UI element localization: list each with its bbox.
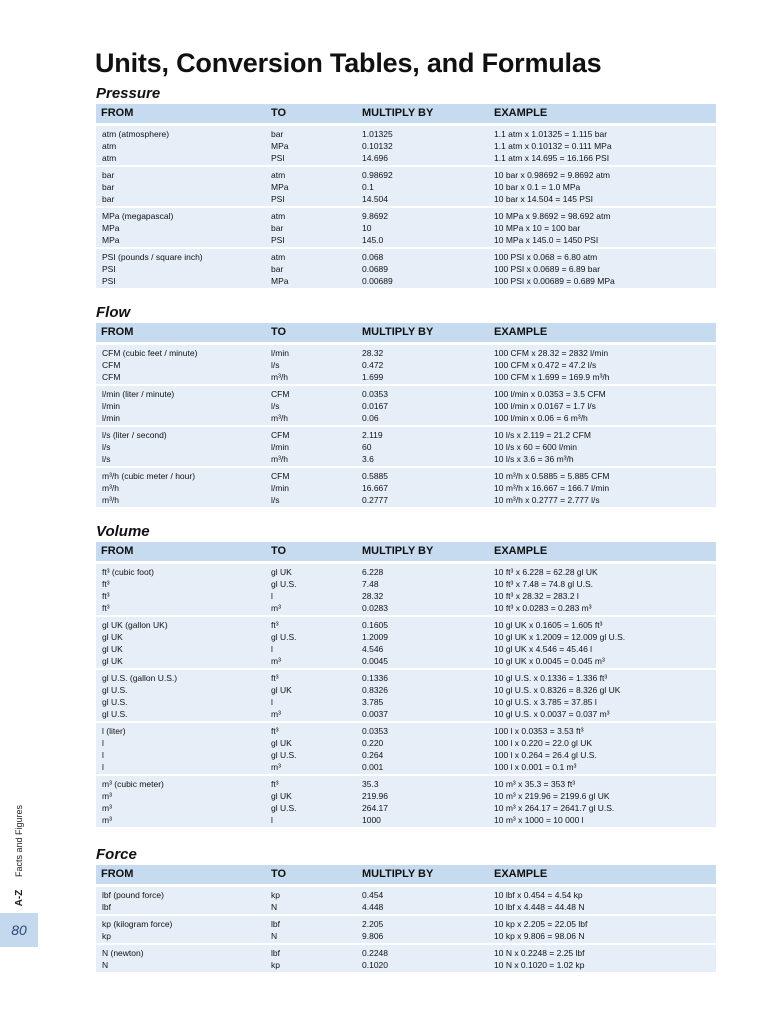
table-row <box>96 494 716 506</box>
row-group <box>96 887 716 914</box>
example-cell: 100 PSI x 0.068 = 6.80 atm <box>494 252 598 262</box>
from-cell: lbf (pound force) <box>102 890 164 900</box>
from-cell: PSI <box>102 264 116 274</box>
column-header: MULTIPLY BY <box>362 326 434 338</box>
to-cell: m³ <box>271 709 281 719</box>
table-row <box>96 128 716 140</box>
from-cell: m³/h (cubic meter / hour) <box>102 471 196 481</box>
example-cell: 10 N x 0.1020 = 1.02 kp <box>494 960 585 970</box>
from-cell: N <box>102 960 109 970</box>
from-cell: m³/h <box>102 495 119 505</box>
table-row <box>96 619 716 631</box>
example-cell: 10 m³/h x 16.667 = 166.7 l/min <box>494 483 610 493</box>
row-group <box>96 345 716 384</box>
to-cell: CFM <box>271 471 290 481</box>
multiplier-cell: 0.00689 <box>362 276 393 286</box>
example-cell: 100 l x 0.0353 = 3.53 ft³ <box>494 726 584 736</box>
from-cell: m³/h <box>102 483 119 493</box>
example-cell: 10 ft³ x 0.0283 = 0.283 m³ <box>494 603 592 613</box>
multiplier-cell: 0.1020 <box>362 960 388 970</box>
example-cell: 10 l/s x 60 = 600 l/min <box>494 442 577 452</box>
table-row <box>96 778 716 790</box>
from-cell: atm <box>102 141 117 151</box>
from-cell: bar <box>102 182 115 192</box>
example-cell: 10 l/s x 2.119 = 21.2 CFM <box>494 430 591 440</box>
example-cell: 10 lbf x 4.448 = 44.48 N <box>494 902 585 912</box>
to-cell: PSI <box>271 194 285 204</box>
table-row <box>96 684 716 696</box>
from-cell: gl U.S. <box>102 697 128 707</box>
to-cell: atm <box>271 211 286 221</box>
to-cell: gl U.S. <box>271 579 297 589</box>
row-group <box>96 617 716 668</box>
multiplier-cell: 7.48 <box>362 579 379 589</box>
multiplier-cell: 6.228 <box>362 567 384 577</box>
from-cell: l/min <box>102 413 120 423</box>
to-cell: gl U.S. <box>271 750 297 760</box>
table-row <box>96 275 716 287</box>
from-cell: bar <box>102 194 115 204</box>
section-force <box>96 845 716 974</box>
to-cell: ft³ <box>271 620 279 630</box>
from-cell: CFM (cubic feet / minute) <box>102 348 198 358</box>
column-header: EXAMPLE <box>494 107 548 119</box>
to-cell: m³ <box>271 762 281 772</box>
multiplier-cell: 0.2777 <box>362 495 388 505</box>
column-header: FROM <box>101 326 134 338</box>
multiplier-cell: 2.205 <box>362 919 384 929</box>
row-group <box>96 916 716 943</box>
example-cell: 10 gl U.S. x 0.0037 = 0.037 m³ <box>494 709 610 719</box>
to-cell: l <box>271 644 273 654</box>
to-cell: CFM <box>271 430 290 440</box>
example-cell: 10 m³ x 35.3 = 353 ft³ <box>494 779 576 789</box>
multiplier-cell: 0.068 <box>362 252 384 262</box>
multiplier-cell: 9.806 <box>362 931 384 941</box>
example-cell: 10 m³ x 1000 = 10 000 l <box>494 815 584 825</box>
table-row <box>96 737 716 749</box>
to-cell: lbf <box>271 948 280 958</box>
multiplier-cell: 0.0045 <box>362 656 388 666</box>
multiplier-cell: 3.6 <box>362 454 374 464</box>
example-cell: 10 bar x 0.1 = 1.0 MPa <box>494 182 581 192</box>
multiplier-cell: 0.2248 <box>362 948 388 958</box>
from-cell: CFM <box>102 360 121 370</box>
table-row <box>96 602 716 614</box>
to-cell: atm <box>271 170 286 180</box>
to-cell: gl UK <box>271 738 292 748</box>
example-cell: 100 CFM x 1.699 = 169.9 m³/h <box>494 372 610 382</box>
table-row <box>96 412 716 424</box>
table-row <box>96 263 716 275</box>
column-header: TO <box>271 326 287 338</box>
multiplier-cell: 4.448 <box>362 902 384 912</box>
row-group <box>96 427 716 466</box>
table-row <box>96 930 716 942</box>
example-cell: 10 gl UK x 0.1605 = 1.605 ft³ <box>494 620 603 630</box>
multiplier-cell: 9.8692 <box>362 211 388 221</box>
to-cell: l/min <box>271 348 289 358</box>
table-row <box>96 222 716 234</box>
multiplier-cell: 0.06 <box>362 413 379 423</box>
from-cell: gl UK (gallon UK) <box>102 620 168 630</box>
table-row <box>96 749 716 761</box>
table-header <box>96 865 716 884</box>
from-cell: m³ <box>102 815 112 825</box>
from-cell: kp <box>102 931 111 941</box>
table-row <box>96 918 716 930</box>
table-header <box>96 323 716 342</box>
column-header: TO <box>271 545 287 557</box>
a-z-icon: A-Z <box>13 889 25 907</box>
to-cell: m³/h <box>271 372 288 382</box>
table-row <box>96 210 716 222</box>
from-cell: PSI <box>102 276 116 286</box>
multiplier-cell: 0.0167 <box>362 401 388 411</box>
table-row <box>96 566 716 578</box>
multiplier-cell: 1.699 <box>362 372 384 382</box>
section-pressure <box>96 84 716 290</box>
multiplier-cell: 14.696 <box>362 153 388 163</box>
table-row <box>96 400 716 412</box>
example-cell: 10 bar x 0.98692 = 9.8692 atm <box>494 170 611 180</box>
multiplier-cell: 0.10132 <box>362 141 393 151</box>
example-cell: 10 m³/h x 0.2777 = 2.777 l/s <box>494 495 600 505</box>
column-header: TO <box>271 868 287 880</box>
table-row <box>96 371 716 383</box>
table-row <box>96 959 716 971</box>
column-header: MULTIPLY BY <box>362 868 434 880</box>
row-group <box>96 126 716 165</box>
multiplier-cell: 1.2009 <box>362 632 388 642</box>
example-cell: 10 m³/h x 0.5885 = 5.885 CFM <box>494 471 610 481</box>
table-row <box>96 901 716 913</box>
column-header: FROM <box>101 107 134 119</box>
from-cell: gl U.S. <box>102 685 128 695</box>
table-row <box>96 889 716 901</box>
example-cell: 10 MPa x 9.8692 = 98.692 atm <box>494 211 611 221</box>
example-cell: 100 l/min x 0.0167 = 1.7 l/s <box>494 401 596 411</box>
row-group <box>96 776 716 827</box>
from-cell: l <box>102 750 104 760</box>
row-group <box>96 564 716 615</box>
to-cell: l/min <box>271 442 289 452</box>
table-row <box>96 470 716 482</box>
column-header: MULTIPLY BY <box>362 107 434 119</box>
table-row <box>96 631 716 643</box>
table-row <box>96 181 716 193</box>
table-row <box>96 140 716 152</box>
multiplier-cell: 0.1336 <box>362 673 388 683</box>
from-cell: gl U.S. <box>102 709 128 719</box>
row-group <box>96 723 716 774</box>
table-row <box>96 193 716 205</box>
example-cell: 10 l/s x 3.6 = 36 m³/h <box>494 454 574 464</box>
multiplier-cell: 0.0353 <box>362 726 388 736</box>
multiplier-cell: 3.785 <box>362 697 384 707</box>
to-cell: m³ <box>271 603 281 613</box>
multiplier-cell: 0.1605 <box>362 620 388 630</box>
table-row <box>96 578 716 590</box>
example-cell: 100 l/min x 0.06 = 6 m³/h <box>494 413 588 423</box>
multiplier-cell: 0.1 <box>362 182 374 192</box>
table-row <box>96 453 716 465</box>
to-cell: ft³ <box>271 673 279 683</box>
table-row <box>96 482 716 494</box>
example-cell: 10 m³ x 219.96 = 2199.6 gl UK <box>494 791 610 801</box>
from-cell: atm (atmosphere) <box>102 129 170 139</box>
row-group <box>96 208 716 247</box>
from-cell: ft³ (cubic foot) <box>102 567 154 577</box>
multiplier-cell: 0.0037 <box>362 709 388 719</box>
multiplier-cell: 14.504 <box>362 194 388 204</box>
from-cell: kp (kilogram force) <box>102 919 173 929</box>
example-cell: 1.1 atm x 1.01325 = 1.115 bar <box>494 129 608 139</box>
to-cell: ft³ <box>271 726 279 736</box>
example-cell: 10 ft³ x 7.48 = 74.8 gl U.S. <box>494 579 593 589</box>
row-group <box>96 468 716 507</box>
to-cell: gl UK <box>271 567 292 577</box>
to-cell: bar <box>271 264 284 274</box>
table-row <box>96 441 716 453</box>
example-cell: 10 gl U.S. x 0.8326 = 8.326 gl UK <box>494 685 621 695</box>
to-cell: PSI <box>271 235 285 245</box>
to-cell: gl UK <box>271 685 292 695</box>
page-title: Units, Conversion Tables, and Formulas <box>95 48 602 78</box>
multiplier-cell: 4.546 <box>362 644 384 654</box>
row-group <box>96 386 716 425</box>
example-cell: 10 gl U.S. x 3.785 = 37.85 l <box>494 697 597 707</box>
from-cell: m³ (cubic meter) <box>102 779 164 789</box>
example-cell: 1.1 atm x 14.695 = 16.166 PSI <box>494 153 610 163</box>
to-cell: N <box>271 902 278 912</box>
from-cell: ft³ <box>102 603 110 613</box>
table-header <box>96 104 716 123</box>
page-number: 80 <box>0 913 38 947</box>
section-volume <box>96 522 716 829</box>
multiplier-cell: 0.472 <box>362 360 384 370</box>
to-cell: bar <box>271 129 284 139</box>
column-header: TO <box>271 107 287 119</box>
from-cell: l/s <box>102 454 111 464</box>
section-title: Pressure <box>96 85 161 102</box>
row-group <box>96 670 716 721</box>
table-row <box>96 947 716 959</box>
example-cell: 100 CFM x 0.472 = 47.2 l/s <box>494 360 597 370</box>
to-cell: l/s <box>271 401 280 411</box>
from-cell: MPa <box>102 223 120 233</box>
to-cell: m³ <box>271 656 281 666</box>
from-cell: gl UK <box>102 656 123 666</box>
example-cell: 10 ft³ x 28.32 = 283.2 l <box>494 591 579 601</box>
to-cell: CFM <box>271 389 290 399</box>
to-cell: m³/h <box>271 454 288 464</box>
multiplier-cell: 60 <box>362 442 372 452</box>
from-cell: l/s (liter / second) <box>102 430 167 440</box>
from-cell: ft³ <box>102 579 110 589</box>
example-cell: 100 l/min x 0.0353 = 3.5 CFM <box>494 389 606 399</box>
to-cell: l <box>271 815 273 825</box>
from-cell: bar <box>102 170 115 180</box>
to-cell: l <box>271 697 273 707</box>
to-cell: ft³ <box>271 779 279 789</box>
example-cell: 10 gl UK x 0.0045 = 0.045 m³ <box>494 656 605 666</box>
table-row <box>96 251 716 263</box>
from-cell: m³ <box>102 803 112 813</box>
example-cell: 10 gl UK x 1.2009 = 12.009 gl U.S. <box>494 632 626 642</box>
example-cell: 10 bar x 14.504 = 145 PSI <box>494 194 594 204</box>
table-row <box>96 790 716 802</box>
example-cell: 10 MPa x 10 = 100 bar <box>494 223 581 233</box>
from-cell: gl UK <box>102 632 123 642</box>
table-row <box>96 347 716 359</box>
example-cell: 10 gl UK x 4.546 = 45.46 l <box>494 644 593 654</box>
example-cell: 10 kp x 9.806 = 98.06 N <box>494 931 585 941</box>
from-cell: gl UK <box>102 644 123 654</box>
example-cell: 1.1 atm x 0.10132 = 0.111 MPa <box>494 141 612 151</box>
multiplier-cell: 0.454 <box>362 890 384 900</box>
to-cell: gl U.S. <box>271 803 297 813</box>
to-cell: gl U.S. <box>271 632 297 642</box>
multiplier-cell: 1000 <box>362 815 381 825</box>
column-header: EXAMPLE <box>494 326 548 338</box>
example-cell: 10 kp x 2.205 = 22.05 lbf <box>494 919 588 929</box>
multiplier-cell: 0.0689 <box>362 264 388 274</box>
row-group <box>96 945 716 972</box>
table-row <box>96 725 716 737</box>
multiplier-cell: 0.5885 <box>362 471 388 481</box>
from-cell: l/min (liter / minute) <box>102 389 175 399</box>
multiplier-cell: 219.96 <box>362 791 388 801</box>
section-label: Facts and Figures <box>14 804 24 878</box>
example-cell: 10 MPa x 145.0 = 1450 PSI <box>494 235 599 245</box>
table-row <box>96 814 716 826</box>
example-cell: 10 N x 0.2248 = 2.25 lbf <box>494 948 585 958</box>
multiplier-cell: 0.0353 <box>362 389 388 399</box>
from-cell: l <box>102 738 104 748</box>
row-group <box>96 249 716 288</box>
to-cell: l/min <box>271 483 289 493</box>
to-cell: kp <box>271 960 280 970</box>
to-cell: MPa <box>271 276 289 286</box>
from-cell: lbf <box>102 902 111 912</box>
example-cell: 100 l x 0.001 = 0.1 m³ <box>494 762 577 772</box>
to-cell: lbf <box>271 919 280 929</box>
multiplier-cell: 145.0 <box>362 235 384 245</box>
multiplier-cell: 0.001 <box>362 762 384 772</box>
to-cell: N <box>271 931 278 941</box>
from-cell: l (liter) <box>102 726 126 736</box>
multiplier-cell: 28.32 <box>362 591 384 601</box>
table-row <box>96 359 716 371</box>
example-cell: 100 l x 0.220 = 22.0 gl UK <box>494 738 593 748</box>
column-header: EXAMPLE <box>494 868 548 880</box>
to-cell: MPa <box>271 141 289 151</box>
sidebar <box>0 0 38 1024</box>
from-cell: l/min <box>102 401 120 411</box>
multiplier-cell: 28.32 <box>362 348 384 358</box>
example-cell: 10 ft³ x 6.228 = 62.28 gl UK <box>494 567 598 577</box>
to-cell: atm <box>271 252 286 262</box>
table-row <box>96 169 716 181</box>
table-row <box>96 429 716 441</box>
example-cell: 10 m³ x 264.17 = 2641.7 gl U.S. <box>494 803 615 813</box>
example-cell: 100 PSI x 0.0689 = 6.89 bar <box>494 264 601 274</box>
multiplier-cell: 2.119 <box>362 430 383 440</box>
from-cell: m³ <box>102 791 112 801</box>
table-header <box>96 542 716 561</box>
from-cell: atm <box>102 153 117 163</box>
table-row <box>96 761 716 773</box>
from-cell: l/s <box>102 442 111 452</box>
column-header: FROM <box>101 868 134 880</box>
table-row <box>96 655 716 667</box>
multiplier-cell: 10 <box>362 223 372 233</box>
table-row <box>96 234 716 246</box>
multiplier-cell: 0.220 <box>362 738 384 748</box>
row-group <box>96 167 716 206</box>
to-cell: l/s <box>271 360 280 370</box>
table-row <box>96 643 716 655</box>
to-cell: l <box>271 591 273 601</box>
section-title: Volume <box>96 523 150 540</box>
from-cell: MPa <box>102 235 120 245</box>
multiplier-cell: 0.8326 <box>362 685 388 695</box>
example-cell: 10 lbf x 0.454 = 4.54 kp <box>494 890 583 900</box>
multiplier-cell: 1.01325 <box>362 129 393 139</box>
to-cell: l/s <box>271 495 280 505</box>
example-cell: 100 CFM x 28.32 = 2832 l/min <box>494 348 609 358</box>
column-header: FROM <box>101 545 134 557</box>
table-row <box>96 708 716 720</box>
from-cell: CFM <box>102 372 121 382</box>
from-cell: MPa (megapascal) <box>102 211 174 221</box>
multiplier-cell: 0.0283 <box>362 603 388 613</box>
to-cell: m³/h <box>271 413 288 423</box>
multiplier-cell: 0.98692 <box>362 170 393 180</box>
section-flow <box>96 303 716 509</box>
table-row <box>96 152 716 164</box>
table-row <box>96 388 716 400</box>
to-cell: MPa <box>271 182 289 192</box>
multiplier-cell: 16.667 <box>362 483 388 493</box>
from-cell: l <box>102 762 104 772</box>
from-cell: ft³ <box>102 591 110 601</box>
multiplier-cell: 35.3 <box>362 779 379 789</box>
from-cell: gl U.S. (gallon U.S.) <box>102 673 178 683</box>
table-row <box>96 696 716 708</box>
multiplier-cell: 0.264 <box>362 750 384 760</box>
to-cell: bar <box>271 223 284 233</box>
column-header: MULTIPLY BY <box>362 545 434 557</box>
table-row <box>96 802 716 814</box>
multiplier-cell: 264.17 <box>362 803 388 813</box>
column-header: EXAMPLE <box>494 545 548 557</box>
example-cell: 100 l x 0.264 = 26.4 gl U.S. <box>494 750 597 760</box>
section-title: Force <box>96 846 137 863</box>
table-row <box>96 672 716 684</box>
section-title: Flow <box>96 304 131 321</box>
table-row <box>96 590 716 602</box>
example-cell: 100 PSI x 0.00689 = 0.689 MPa <box>494 276 615 286</box>
from-cell: N (newton) <box>102 948 144 958</box>
example-cell: 10 gl U.S. x 0.1336 = 1.336 ft³ <box>494 673 608 683</box>
to-cell: PSI <box>271 153 285 163</box>
to-cell: gl UK <box>271 791 292 801</box>
from-cell: PSI (pounds / square inch) <box>102 252 203 262</box>
to-cell: kp <box>271 890 280 900</box>
